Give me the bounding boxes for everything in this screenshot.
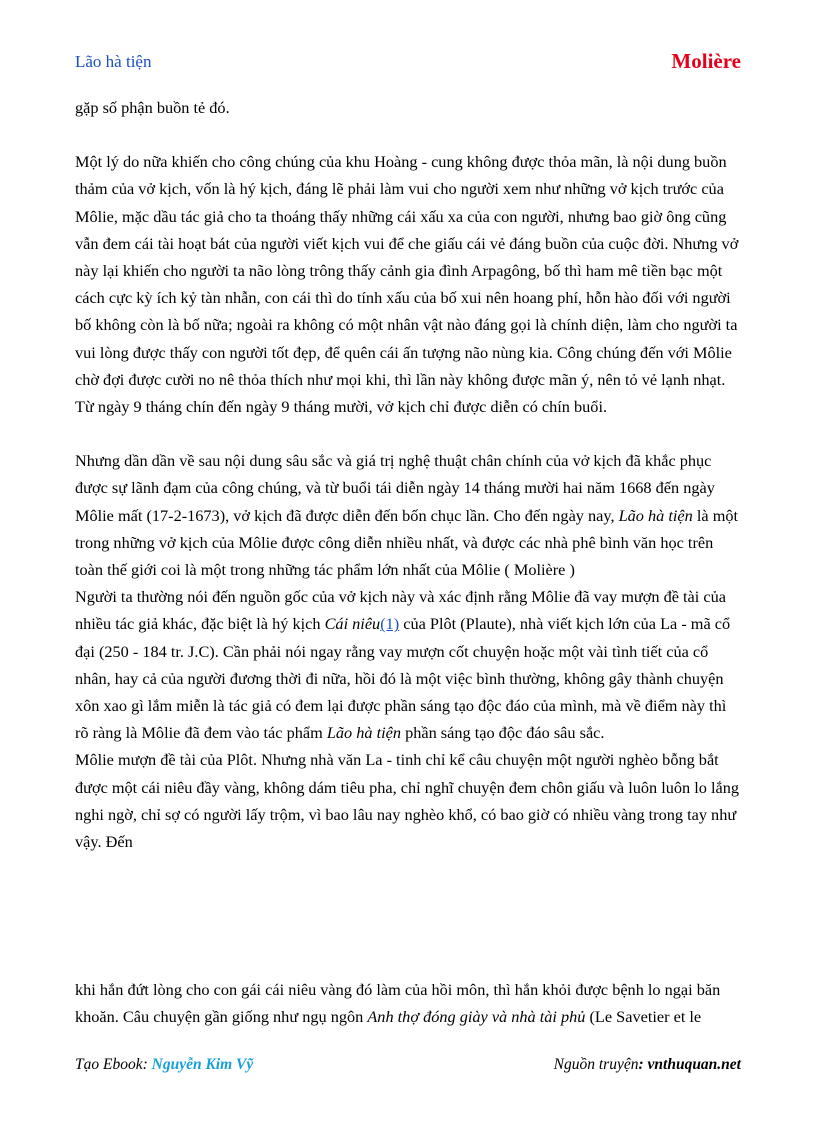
source-site: vnthuquan.net	[647, 1056, 741, 1073]
footnote-link[interactable]: (1)	[380, 614, 400, 634]
italic-title: Anh thợ đóng giày và nhà tài phủ	[367, 1007, 586, 1027]
book-title: Lão hà tiện	[75, 52, 152, 71]
ebook-author: Nguyễn Kim Vỹ	[151, 1056, 254, 1073]
author-name: Molière	[671, 49, 741, 73]
paragraph-2: Nhưng dần dần về sau nội dung sâu sắc và giá trị nghệ thuật chân chính của vở kịch đã khắc phục được sự lãnh đạm của công chúng, và từ buổi tái diễn ngày 14 tháng mười hai năm 1668 đến ngày Môlie mất (17-2-1673), vở kịch đã được diễn đến bốn chục lần. Cho đến ngày nay, Lão hà tiện là một trong những vở kịch của Môlie được công diễn nhiều nhất, và được các nhà phê bình văn học trên toàn thế giới coi là một trong những tác phẩm lớn nhất của Môlie ( Molière )	[75, 451, 739, 580]
ebook-credit: Tạo Ebook: Nguyễn Kim Vỹ	[75, 1056, 254, 1073]
italic-title: Cái niêu	[324, 614, 381, 634]
source-credit: Nguồn truyện: vnthuquan.net	[553, 1056, 741, 1073]
paragraph-1: Một lý do nữa khiến cho công chúng của khu Hoàng - cung không được thỏa mãn, là nội dung buồn thảm của vở kịch, vốn là hý kịch, đáng lẽ phải làm vui cho người xem như những vở kịch trước của Môlie, mặc dầu tác giả cho ta thoáng thấy những cái xấu xa của con người, nhưng bao giờ ông cũng vẫn đem cái tài hoạt bát của người viết kịch vui để che giấu cái vẻ đáng buồn của cuộc đời. Nhưng vở này lại khiến cho người ta não lòng trông thấy cảnh gia đình Arpagông, bố thì ham mê tiền bạc một cách cực kỳ ích kỷ tàn nhẫn, con cái thì do tính xấu của bố xui nên hoang phí, hỗn hào đối với người bố không còn là bố nữa; ngoài ra không có một nhân vật nào đáng gọi là chính diện, làm cho người ta vui lòng được thấy con người tốt đẹp, để quên cái ấn tượng não nùng kia. Công chúng đến với Môlie chờ đợi được cười no nê thỏa thích như mọi khi, thì lần này không được mãn ý, nên tỏ vẻ lạnh nhạt. Từ ngày 9 tháng chín đến ngày 9 tháng mười, vở kịch chỉ được diễn có chín buổi.	[75, 152, 739, 417]
paragraph-3: Người ta thường nói đến nguồn gốc của vở kịch này và xác định rằng Môlie đã vay mượn đề tài của nhiều tác giả khác, đặc biệt là hý kịch Cái niêu(1) của Plôt (Plaute), nhà viết kịch lớn của La - mã cổ đại (250 - 184 tr. J.C). Cần phải nói ngay rằng vay mượn cốt chuyện hoặc một vài tình tiết của cổ nhân, hay cả của người đương thời đi nữa, hồi đó là một việc bình thường, không gây thành chuyện xôn xao gì lắm miễn là tác giả có đem lại được phần sáng tạo độc đáo của mình, mà về điểm này thì rõ ràng là Môlie đã đem vào tác phẩm Lão hà tiện phần sáng tạo độc đáo sâu sắc.	[75, 587, 731, 743]
page-body-bottom	[75, 976, 743, 1030]
paragraph-4: Môlie mượn đề tài của Plôt. Nhưng nhà văn La - tinh chỉ kể câu chuyện một người nghèo bỗng bắt được một cái niêu đầy vàng, không dám tiêu pha, chỉ nghĩ chuyện đem chôn giấu và luôn luôn lo lắng nghi ngờ, chỉ sợ có người lấy trộm, vì bao lâu nay nghèo khổ, có bao giờ có nhiều vàng trong tay như vậy. Đến	[75, 750, 740, 852]
paragraph-5: khi hắn đứt lòng cho con gái cái niêu vàng đó làm của hồi môn, thì hắn khỏi được bệnh lo ngại băn khoăn. Câu chuyện gần giống như ngụ ngôn Anh thợ đóng giày và nhà tài phủ (Le Savetier et le	[75, 980, 721, 1027]
italic-title: Lão hà tiện	[326, 723, 402, 743]
paragraph-continuation: gặp số phận buồn tẻ đó.	[75, 98, 230, 117]
page-body	[75, 94, 743, 855]
italic-title: Lão hà tiện	[618, 505, 693, 525]
